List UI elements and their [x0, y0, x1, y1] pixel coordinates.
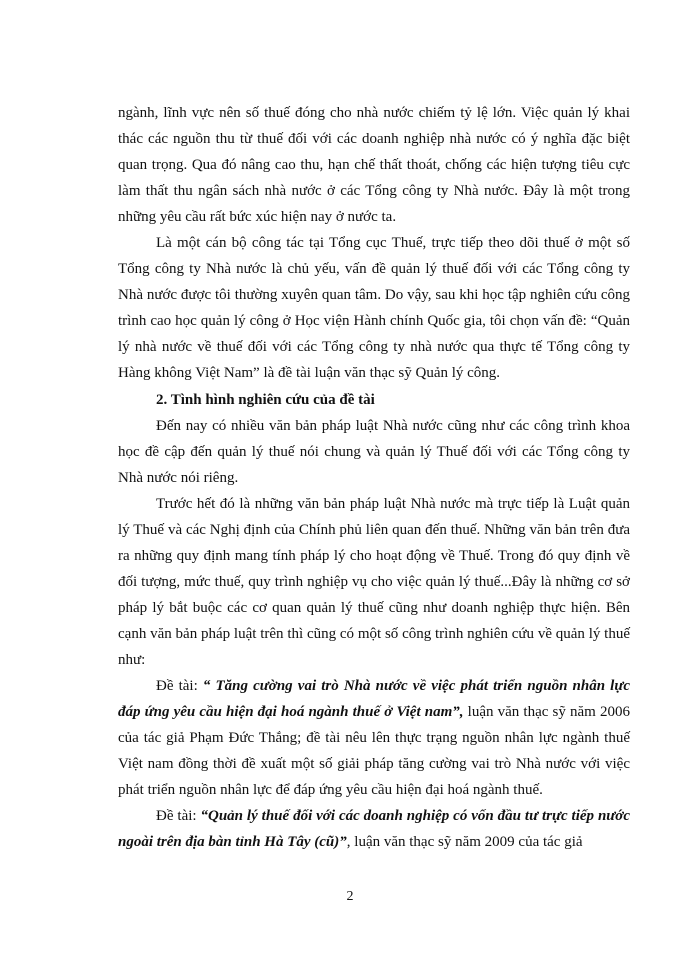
document-page — [118, 100, 630, 855]
paragraph-6-rest: , luận văn thạc sỹ năm 2009 của tác giả — [346, 834, 583, 850]
paragraph-4: Trước hết đó là những văn bản pháp luật Nhà nước mà trực tiếp là Luật quản lý Thuế và các Nghị định của Chính phủ liên quan đến thuế. Những văn bản trên đưa ra những quy định mang tính pháp lý cho hoạt động về Thuế. Trong đó quy định về đối tượng, mức thuế, quy trình nghiệp vụ cho việc quản lý thuế...Đây là những cơ sở pháp lý bắt buộc các cơ quan quản lý thuế cũng như doanh nghiệp thực hiện. Bên cạnh văn bản pháp luật trên thì cũng có một số công trình nghiên cứu về quản lý thuế như: — [118, 496, 630, 668]
paragraph-5-lead: Đề tài: — [156, 678, 203, 694]
paragraph-6 — [118, 803, 630, 855]
paragraph-6-title: “Quản lý thuế đối với các doanh nghiệp có vốn đầu tư trực tiếp nước ngoài trên địa bàn tỉnh Hà Tây (cũ)” — [118, 808, 630, 850]
paragraph-5 — [118, 673, 630, 803]
paragraph-5-title: “ Tăng cường vai trò Nhà nước về việc phát triển nguồn nhân lực đáp ứng yêu cầu hiện đại hoá ngành thuế ở Việt nam”, — [118, 678, 630, 720]
page-number: 2 — [346, 889, 354, 904]
paragraph-2: Là một cán bộ công tác tại Tổng cục Thuế, trực tiếp theo dõi thuế ở một số Tổng công ty Nhà nước là chủ yếu, vấn đề quản lý thuế đối với các Tổng công ty Nhà nước được tôi thường xuyên quan tâm. Do vậy, sau khi học tập nghiên cứu công trình cao học quản lý công ở Học viện Hành chính Quốc gia, tôi chọn vấn đề: “Quản lý nhà nước về thuế đối với các Tổng công ty nhà nước qua thực tế Tổng công ty Hàng không Việt Nam” là đề tài luận văn thạc sỹ Quản lý công. — [118, 235, 630, 381]
paragraph-6-lead: Đề tài: — [156, 808, 201, 824]
paragraph-3: Đến nay có nhiều văn bản pháp luật Nhà nước cũng như các công trình khoa học đề cập đến quản lý thuế nói chung và quản lý Thuế đối với các Tổng công ty Nhà nước nói riêng. — [118, 418, 630, 486]
paragraph-1: ngành, lĩnh vực nên số thuế đóng cho nhà nước chiếm tỷ lệ lớn. Việc quản lý khai thác các nguồn thu từ thuế đối với các doanh nghiệp nhà nước có ý nghĩa đặc biệt quan trọng. Qua đó nâng cao thu, hạn chế thất thoát, chống các hiện tượng tiêu cực làm thất thu ngân sách nhà nước ở các Tổng công ty Nhà nước. Đây là một trong những yêu cầu rất bức xúc hiện nay ở nước ta. — [118, 105, 630, 225]
paragraph-5-rest: luận văn thạc sỹ năm 2006 của tác giả Phạm Đức Thắng; đề tài nêu lên thực trạng nguồn nhân lực ngành thuế Việt nam đồng thời đề xuất một số giải pháp tăng cường vai trò Nhà nước với việc phát triển nguồn nhân lực để đáp ứng yêu cầu hiện đại hoá ngành thuế. — [118, 704, 630, 798]
section-heading: 2. Tình hình nghiên cứu của đề tài — [156, 392, 375, 408]
